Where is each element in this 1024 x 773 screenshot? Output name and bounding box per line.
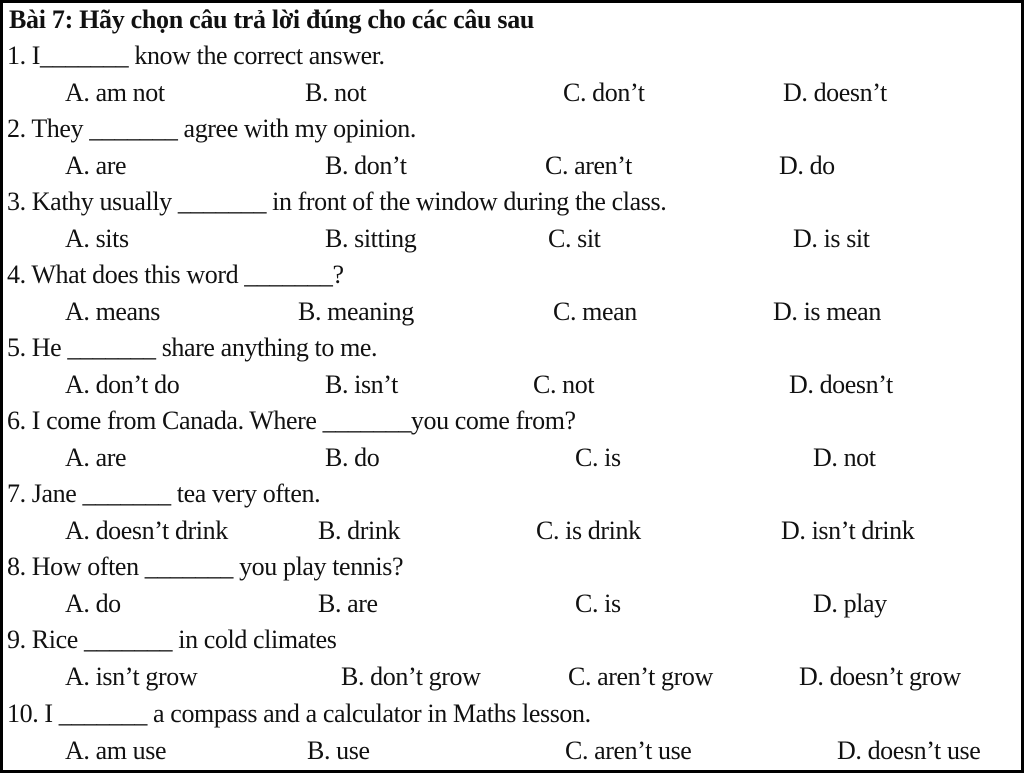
question-7-option-c: C. is drink [536, 516, 641, 545]
question-10-option-d: D. doesn’t use [837, 736, 981, 765]
question-3-option-b: B. sitting [325, 224, 417, 253]
question-2-option-a: A. are [65, 151, 127, 180]
question-9: 9. Rice _______ in cold climates [7, 625, 337, 654]
question-9-option-d: D. doesn’t grow [799, 662, 961, 691]
question-6-option-d: D. not [813, 443, 876, 472]
question-10: 10. I _______ a compass and a calculator in Maths lesson. [7, 699, 591, 728]
question-2-option-c: C. aren’t [545, 151, 632, 180]
question-1-option-a: A. am not [65, 78, 165, 107]
question-8-option-c: C. is [575, 589, 621, 618]
question-4: 4. What does this word _______? [7, 260, 344, 289]
question-2-option-b: B. don’t [325, 151, 407, 180]
question-3-option-c: C. sit [548, 224, 601, 253]
question-1-option-c: C. don’t [563, 78, 645, 107]
question-4-option-c: C. mean [553, 297, 637, 326]
question-10-option-a: A. am use [65, 736, 167, 765]
question-6-option-b: B. do [325, 443, 380, 472]
question-7-option-b: B. drink [318, 516, 401, 545]
question-5-option-a: A. don’t do [65, 370, 180, 399]
question-3: 3. Kathy usually _______ in front of the window during the class. [7, 187, 667, 216]
question-8-option-d: D. play [813, 589, 887, 618]
question-9-option-b: B. don’t grow [341, 662, 481, 691]
question-4-option-a: A. means [65, 297, 160, 326]
exercise-title: Bài 7: Hãy chọn câu trả lời đúng cho các câu sau [9, 5, 535, 34]
question-5-option-b: B. isn’t [325, 370, 398, 399]
question-7-option-a: A. doesn’t drink [65, 516, 228, 545]
question-1-option-b: B. not [305, 78, 367, 107]
question-6: 6. I come from Canada. Where _______you come from? [7, 406, 576, 435]
question-8-option-b: B. are [318, 589, 378, 618]
question-6-option-c: C. is [575, 443, 621, 472]
question-5-option-d: D. doesn’t [789, 370, 893, 399]
question-2: 2. They _______ agree with my opinion. [7, 114, 416, 143]
question-7: 7. Jane _______ tea very often. [7, 479, 321, 508]
question-10-option-b: B. use [307, 736, 370, 765]
question-3-option-d: D. is sit [793, 224, 870, 253]
question-1: 1. I_______ know the correct answer. [7, 41, 385, 70]
question-8: 8. How often _______ you play tennis? [7, 552, 404, 581]
question-5: 5. He _______ share anything to me. [7, 333, 378, 362]
question-9-option-c: C. aren’t grow [568, 662, 713, 691]
question-10-option-c: C. aren’t use [565, 736, 692, 765]
question-4-option-b: B. meaning [298, 297, 414, 326]
question-7-option-d: D. isn’t drink [781, 516, 915, 545]
question-9-option-a: A. isn’t grow [65, 662, 198, 691]
question-3-option-a: A. sits [65, 224, 129, 253]
question-5-option-c: C. not [533, 370, 595, 399]
question-6-option-a: A. are [65, 443, 127, 472]
question-2-option-d: D. do [779, 151, 835, 180]
question-4-option-d: D. is mean [773, 297, 881, 326]
question-8-option-a: A. do [65, 589, 121, 618]
question-1-option-d: D. doesn’t [783, 78, 887, 107]
